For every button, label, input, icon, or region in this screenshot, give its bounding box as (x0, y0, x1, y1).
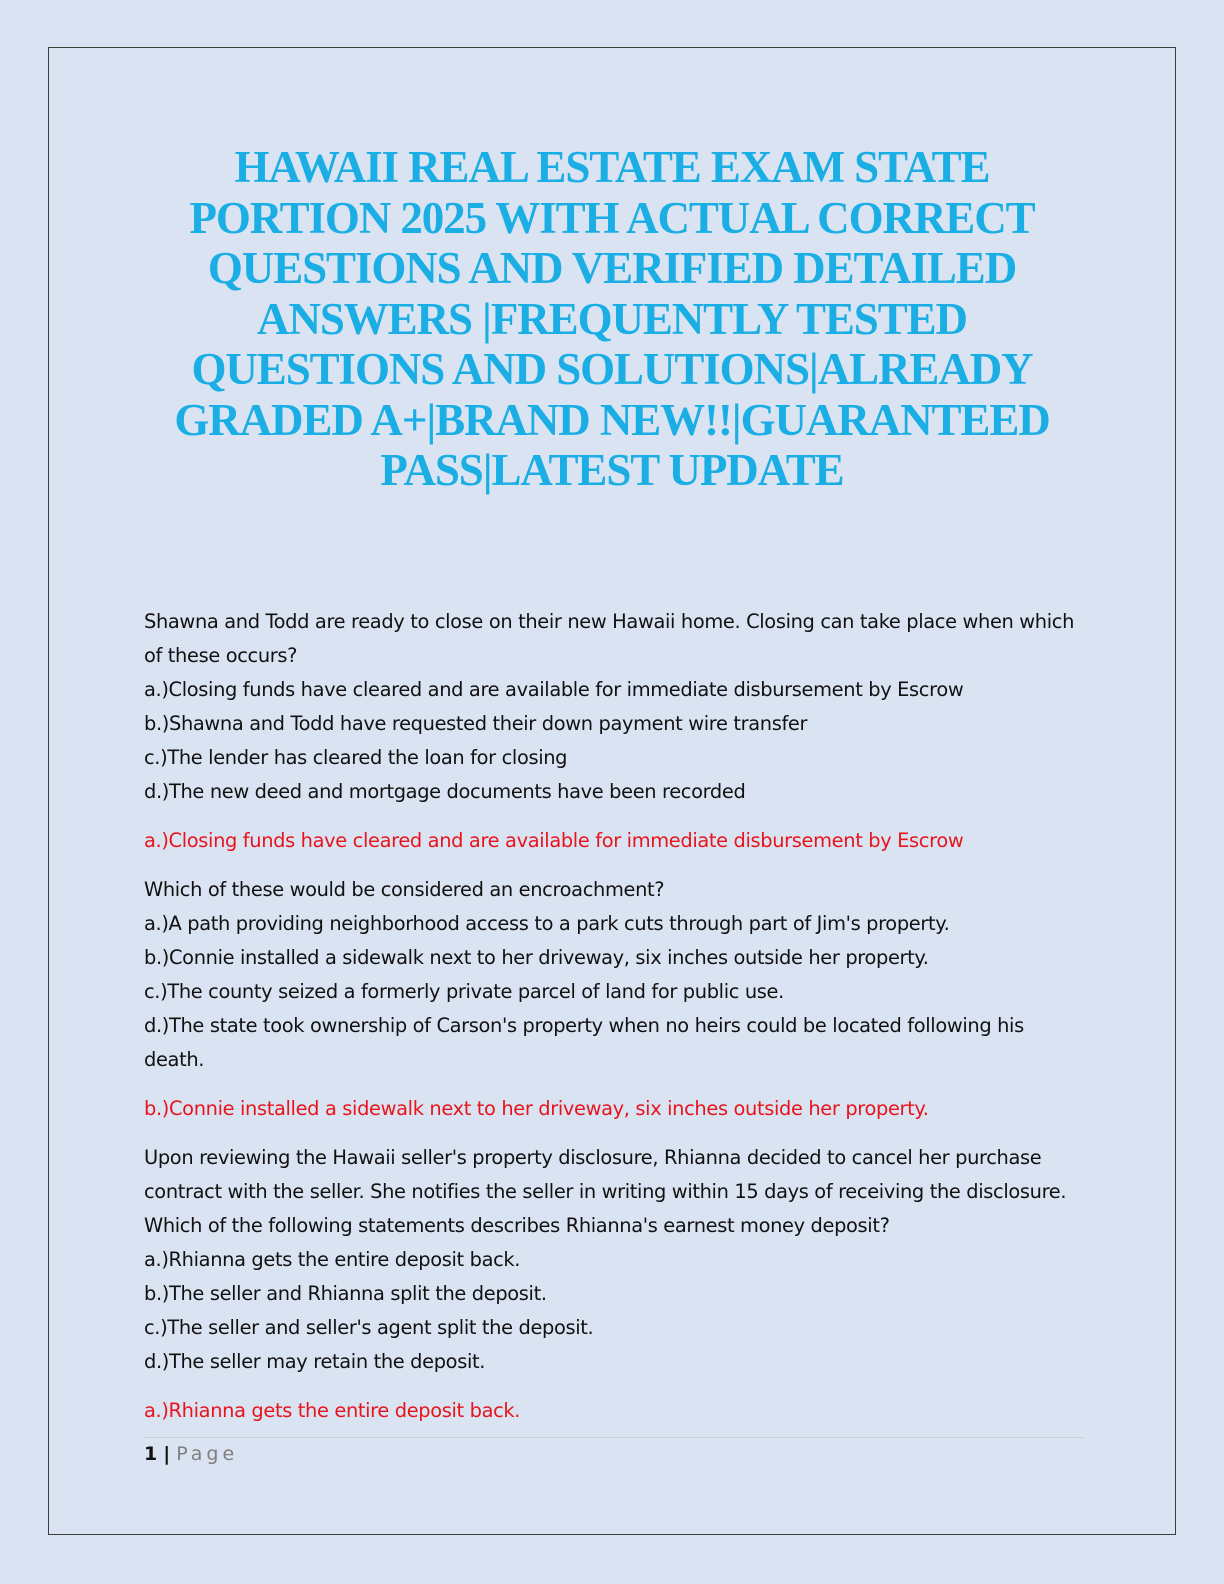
page-label: Page (176, 1443, 239, 1465)
document-title: HAWAII REAL ESTATE EXAM STATE PORTION 2025 WITH ACTUAL CORRECT QUESTIONS AND VERIFIED DETAILED ANSWERS |FREQUENTLY TESTED QUESTIONS AND SOLUTIONS|ALREADY GRADED A+|BRAND NEW!!|GUARANTEED PASS|LATEST UPDATE (174, 142, 1050, 495)
answer-option-a: a.)Rhianna gets the entire deposit back. (144, 1248, 521, 1271)
answer-option-c: c.)The seller and seller's agent split the deposit. (144, 1316, 594, 1339)
correct-answer: a.)Closing funds have cleared and are available for immediate disbursement by Escrow (144, 829, 964, 852)
question-block-2 (144, 873, 1084, 1126)
page-number: 1 (144, 1443, 158, 1465)
page-footer (144, 1441, 238, 1467)
question-text: Upon reviewing the Hawaii seller's property disclosure, Rhianna decided to cancel her purchase contract with the seller. She notifies the seller in writing within 15 days of receiving the disclosure. Which of the following statements describes Rhianna's earnest money deposit? (144, 1146, 1067, 1237)
question-text: Shawna and Todd are ready to close on their new Hawaii home. Closing can take place when which of these occurs? (144, 610, 1075, 667)
answer-option-d: d.)The seller may retain the deposit. (144, 1350, 486, 1373)
answer-option-b: b.)The seller and Rhianna split the deposit. (144, 1282, 547, 1305)
answer-option-a: a.)A path providing neighborhood access to a park cuts through part of Jim's property. (144, 912, 950, 935)
answer-option-d: d.)The new deed and mortgage documents have been recorded (144, 780, 746, 803)
question-block-3 (144, 1141, 1084, 1428)
answer-option-b: b.)Shawna and Todd have requested their down payment wire transfer (144, 712, 808, 735)
correct-answer: b.)Connie installed a sidewalk next to her driveway, six inches outside her property. (144, 1097, 929, 1120)
question-block-1 (144, 605, 1084, 858)
question-text: Which of these would be considered an encroachment? (144, 878, 665, 901)
question-list (144, 605, 1084, 1443)
answer-option-b: b.)Connie installed a sidewalk next to her driveway, six inches outside her property. (144, 946, 929, 969)
footer-separator: | (163, 1443, 171, 1465)
answer-option-c: c.)The county seized a formerly private parcel of land for public use. (144, 980, 784, 1003)
answer-option-d: d.)The state took ownership of Carson's property when no heirs could be located following his death. (144, 1014, 1024, 1071)
answer-option-a: a.)Closing funds have cleared and are available for immediate disbursement by Escrow (144, 678, 964, 701)
footer-divider (144, 1437, 1084, 1438)
correct-answer: a.)Rhianna gets the entire deposit back. (144, 1399, 521, 1422)
answer-option-c: c.)The lender has cleared the loan for closing (144, 746, 568, 769)
